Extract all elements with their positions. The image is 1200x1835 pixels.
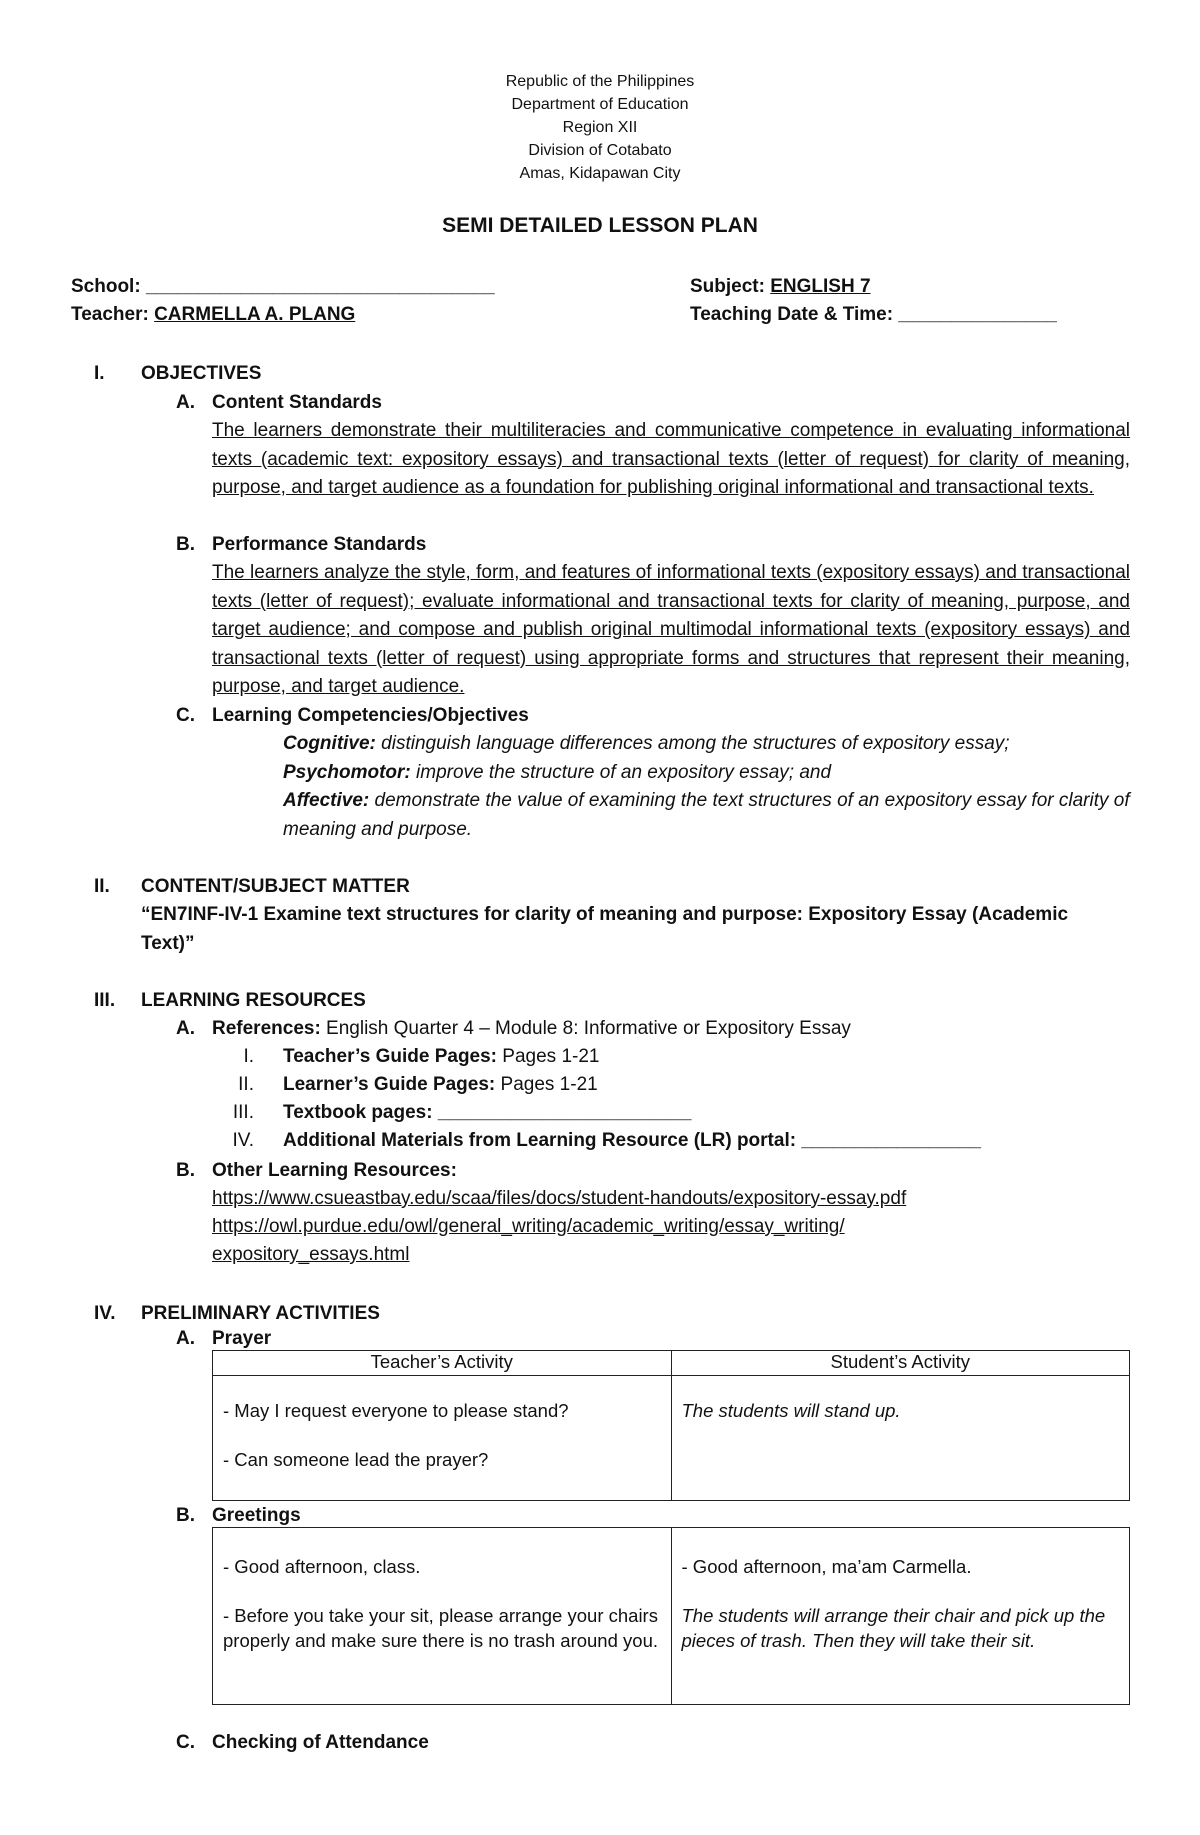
resource-label: Textbook pages: ________________________	[283, 1102, 692, 1123]
section-title-preliminary: PRELIMINARY ACTIVITIES	[141, 1303, 380, 1324]
psychomotor-text: improve the structure of an expository essay; and	[410, 761, 832, 783]
psychomotor-label: Psychomotor:	[283, 761, 411, 783]
teacher-line: - Before you take your sit, please arrange your chairs properly and make sure there is no trash around you.	[223, 1605, 658, 1651]
school-label: School:	[71, 276, 141, 297]
header-line: Republic of the Philippines	[505, 73, 695, 90]
teacher-line: - Good afternoon, class.	[223, 1556, 421, 1577]
objective-cognitive	[283, 730, 1133, 759]
greetings-table	[212, 1527, 1130, 1705]
table-row	[213, 1376, 1130, 1501]
school-value: _________________________________	[145, 276, 495, 297]
affective-label: Affective:	[283, 790, 370, 811]
teacher-cell	[213, 1528, 672, 1705]
subsection-letter: B.	[176, 1505, 195, 1526]
teacher-line: - May I request everyone to please stand?	[223, 1400, 569, 1421]
resource-additional	[283, 1130, 981, 1152]
resource-textbook	[283, 1102, 691, 1124]
teacher-cell	[213, 1376, 672, 1501]
date-field	[690, 304, 1057, 326]
section-title-resources: LEARNING RESOURCES	[141, 990, 366, 1011]
roman-numeral: I.	[243, 1046, 254, 1067]
subsection-letter: B.	[176, 534, 195, 555]
references-text: English Quarter 4 – Module 8: Informative or Expository Essay	[320, 1018, 851, 1039]
subsection-letter: C.	[176, 705, 195, 726]
section-title-objectives: OBJECTIVES	[141, 363, 262, 384]
header-line: Amas, Kidapawan City	[519, 165, 681, 182]
subsection-title-performance-standards: Performance Standards	[212, 534, 427, 555]
resource-label: Learner’s Guide Pages:	[283, 1074, 496, 1095]
student-line: The students will stand up.	[681, 1400, 901, 1421]
subsection-title-prayer: Prayer	[212, 1328, 272, 1349]
section-number: II.	[94, 876, 110, 897]
subsection-title-attendance: Checking of Attendance	[212, 1732, 429, 1753]
letterhead	[0, 70, 1200, 185]
date-label: Teaching Date & Time:	[690, 304, 894, 325]
objectives-list	[283, 730, 1133, 844]
resource-teachers-guide	[283, 1046, 599, 1068]
header-line: Department of Education	[511, 96, 689, 113]
subsection-title-learning-competencies: Learning Competencies/Objectives	[212, 705, 529, 726]
teacher-label: Teacher:	[71, 304, 149, 325]
header-line: Region XII	[562, 119, 638, 136]
subject-label: Subject:	[690, 276, 765, 297]
teacher-field	[71, 304, 355, 326]
subsection-letter: C.	[176, 1732, 195, 1753]
student-cell	[671, 1528, 1130, 1705]
subject-field	[690, 276, 871, 298]
subsection-letter: A.	[176, 1328, 195, 1349]
section-number: I.	[94, 363, 105, 384]
subsection-letter: B.	[176, 1160, 195, 1181]
student-line: - Good afternoon, ma’am Carmella.	[681, 1556, 972, 1577]
resource-learners-guide	[283, 1074, 598, 1096]
subsection-letter: A.	[176, 1018, 195, 1039]
performance-standards-text: The learners analyze the style, form, and features of informational texts (expository essays) and transactional texts (letter of request); evaluate informational and transactional texts for clarity of meaning, purpose, and target audience; and compose and publish original multimodal informational texts (expository essays) and transactional texts (letter of request) using appropriate forms and structures that represent their meaning, purpose, and target audience.	[212, 562, 1130, 697]
objective-psychomotor	[283, 759, 1133, 788]
cognitive-label: Cognitive:	[283, 733, 376, 754]
resource-link[interactable]: https://www.csueastbay.edu/scaa/files/docs/student-handouts/expository-essay.pdf	[212, 1188, 907, 1209]
references-label: References:	[212, 1018, 321, 1039]
teacher-value: CARMELLA A. PLANG	[154, 304, 356, 325]
date-value: _______________	[898, 304, 1057, 325]
subsection-title-content-standards: Content Standards	[212, 392, 382, 413]
resource-value: Pages 1-21	[495, 1074, 598, 1095]
table-header-row	[213, 1351, 1130, 1376]
references-line	[212, 1018, 851, 1040]
column-header-student: Student’s Activity	[671, 1351, 1130, 1376]
header-line: Division of Cotabato	[528, 142, 672, 159]
section-number: IV.	[94, 1303, 116, 1324]
resource-link[interactable]: expository_essays.html	[212, 1244, 410, 1265]
resource-link[interactable]: https://owl.purdue.edu/owl/general_writing/academic_writing/essay_writing/	[212, 1216, 845, 1237]
subject-value: ENGLISH 7	[770, 276, 871, 297]
student-line: The students will arrange their chair and pick up the pieces of trash. Then they will take their sit.	[681, 1605, 1106, 1651]
roman-numeral: III.	[232, 1102, 254, 1123]
student-cell	[671, 1376, 1130, 1501]
column-header-teacher: Teacher’s Activity	[213, 1351, 672, 1376]
prayer-table	[212, 1350, 1130, 1501]
roman-numeral: IV.	[232, 1130, 254, 1151]
roman-numeral: II.	[238, 1074, 254, 1095]
objective-affective	[283, 787, 1133, 844]
cognitive-text: distinguish language differences among the structures of expository essay;	[375, 733, 1010, 754]
resource-label: Additional Materials from Learning Resource (LR) portal: _________________	[283, 1130, 981, 1151]
subsection-title-greetings: Greetings	[212, 1505, 301, 1526]
resource-label: Teacher’s Guide Pages:	[283, 1046, 498, 1067]
document-title: SEMI DETAILED LESSON PLAN	[442, 214, 758, 237]
subsection-letter: A.	[176, 392, 195, 413]
teacher-line: - Can someone lead the prayer?	[223, 1449, 489, 1470]
table-row	[213, 1528, 1130, 1705]
content-subject-text: “EN7INF-IV-1 Examine text structures for clarity of meaning and purpose: Expository Essay (Academic Text)”	[141, 904, 1069, 954]
school-field	[71, 276, 495, 298]
content-standards-text: The learners demonstrate their multiliteracies and communicative competence in evaluating informational texts (academic text: expository essays) and transactional texts (letter of request) for clarity of meaning, purpose, and target audience as a foundation for publishing original informational and transactional texts.	[212, 420, 1130, 498]
affective-text: demonstrate the value of examining the text structures of an expository essay for clarity of meaning and purpose.	[283, 790, 1130, 840]
subsection-title-other-resources: Other Learning Resources:	[212, 1160, 457, 1181]
section-title-content: CONTENT/SUBJECT MATTER	[141, 876, 410, 897]
resource-value: Pages 1-21	[497, 1046, 600, 1067]
section-number: III.	[94, 990, 116, 1011]
